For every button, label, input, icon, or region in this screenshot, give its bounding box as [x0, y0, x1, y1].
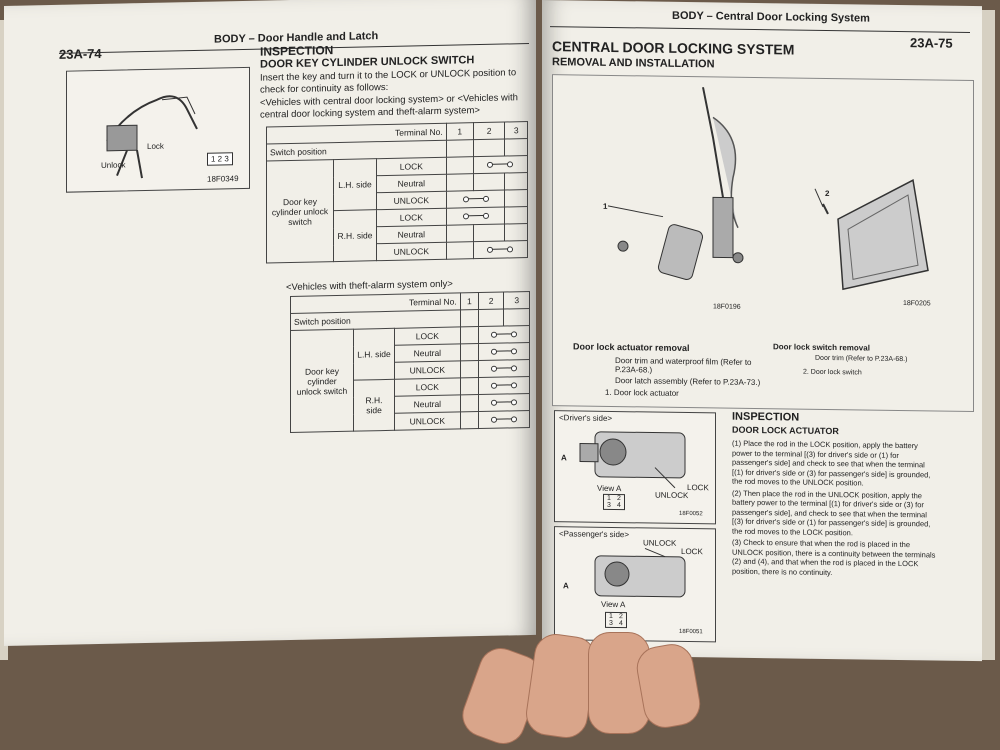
pin: 4: [617, 502, 621, 510]
inspection-heading: INSPECTION: [732, 410, 800, 424]
position-neutral: Neutral: [395, 344, 461, 362]
callout-1: 1: [603, 201, 608, 211]
inspection-subheading: DOOR LOCK ACTUATOR: [732, 424, 839, 437]
connector-icon: 1 2 3: [207, 152, 233, 166]
actuator-step-2: Door latch assembly (Refer to P.23A-73.): [615, 376, 761, 388]
row-group-label: Door key cylinder unlock switch: [291, 329, 354, 432]
unlock-label: Unlock: [101, 160, 126, 170]
header-title: BODY – Central Door Locking System: [672, 9, 870, 25]
header-title: BODY – Door Handle and Latch: [214, 30, 379, 46]
inspection-step-1: (1) Place the rod in the LOCK position, apply the battery power to the terminal [(3) for driver's side or (1) for passenger's side] and check to see that when the terminal [(1) for driver's side or (3) for passenger's side] is grounded, the rod moves to the UNLOCK position.: [732, 438, 931, 488]
continuity-symbol: [491, 348, 517, 355]
passengers-side-figure: [554, 526, 716, 642]
lock-label: LOCK: [687, 483, 709, 493]
continuity-symbol: [487, 161, 513, 168]
terminal-2: 2: [478, 292, 504, 310]
view-a-label: View A: [601, 599, 626, 610]
connector-pins: [605, 612, 627, 628]
terminal-3: 3: [504, 291, 530, 309]
position-unlock: UNLOCK: [395, 361, 461, 379]
theft-note: <Vehicles with theft-alarm system only>: [286, 278, 453, 294]
position-unlock: UNLOCK: [395, 412, 461, 430]
continuity-symbol: [491, 382, 517, 389]
page-number: 23A-75: [910, 35, 953, 51]
left-page: [4, 0, 536, 646]
drivers-actuator-illustration: [555, 411, 715, 523]
actuator-part-1: 1. Door lock actuator: [605, 387, 679, 398]
unlock-label: UNLOCK: [643, 538, 677, 548]
terminal-no-header: Terminal No.: [291, 293, 461, 314]
continuity-symbol: [487, 246, 513, 253]
actuator-removal-heading: Door lock actuator removal: [573, 341, 690, 354]
inspection-heading: INSPECTION: [260, 43, 334, 59]
inspection-step-2: (2) Then place the rod in the UNLOCK position, apply the battery power to the terminal [(1) for driver's side or (3) for passenger's side], and check to see that when the terminal [(3) for driver's side or (1) for passenger's side] is grounded, the rod moves to the LOCK position.: [732, 488, 931, 537]
position-lock: LOCK: [395, 327, 461, 345]
continuity-symbol: [491, 416, 517, 423]
continuity-symbol: [491, 365, 517, 372]
continuity-symbol: [491, 399, 517, 406]
switch-step-1: Door trim (Refer to P.23A-68.): [815, 354, 908, 364]
pin: 1: [609, 612, 613, 620]
pin: 3: [607, 501, 611, 509]
vehicles-note: <Vehicles with central door locking system> or <Vehicles with central door locking system and theft-alarm system>: [260, 92, 518, 121]
drivers-side-figure: [554, 410, 716, 524]
side-rh: R.H. side: [334, 210, 377, 262]
figure-code: 18F0349: [207, 174, 239, 184]
intro-text: Insert the key and turn it to the LOCK or UNLOCK position to check for continuity as follows:: [260, 67, 517, 96]
figure-code: 18F0051: [679, 628, 703, 636]
switch-part-2: 2. Door lock switch: [803, 368, 862, 377]
section-subtitle: REMOVAL AND INSTALLATION: [552, 56, 715, 71]
passengers-side-label: <Passenger's side>: [559, 529, 630, 540]
view-a-label: View A: [597, 483, 622, 494]
pin: 2: [617, 495, 621, 503]
figure-code: 18F0052: [679, 510, 703, 518]
pin: 1: [607, 494, 611, 502]
continuity-symbol: [491, 331, 517, 338]
side-lh: L.H. side: [354, 328, 395, 380]
side-lh: L.H. side: [334, 159, 377, 211]
position-unlock: UNLOCK: [377, 242, 447, 260]
switch-removal-heading: Door lock switch removal: [773, 342, 870, 353]
terminal-3: 3: [505, 122, 528, 139]
fig-code-1: 18F0196: [713, 303, 741, 311]
terminal-no-header: Terminal No.: [267, 123, 447, 144]
position-unlock: UNLOCK: [377, 191, 447, 209]
unlock-label: UNLOCK: [655, 490, 689, 501]
lock-label: LOCK: [681, 546, 703, 557]
inspection-steps: [732, 439, 937, 579]
pin: 3: [609, 619, 613, 627]
passengers-actuator-illustration: [555, 527, 715, 641]
position-neutral: Neutral: [377, 225, 447, 243]
view-arrow-a: A: [561, 453, 567, 463]
terminal-1: 1: [446, 123, 473, 141]
switch-position-header: Switch position: [291, 310, 461, 331]
pin: 4: [619, 620, 623, 628]
position-lock: LOCK: [377, 208, 447, 226]
header-rule: [550, 26, 970, 33]
terminal-1: 1: [460, 293, 478, 310]
continuity-symbol: [463, 213, 489, 220]
position-lock: LOCK: [377, 157, 447, 175]
position-neutral: Neutral: [377, 174, 447, 192]
connector-pins: [603, 494, 625, 510]
row-group-label: Door key cylinder unlock switch: [267, 160, 334, 263]
removal-figure: [552, 74, 974, 412]
actuator-step-1: Door trim and waterproof film (Refer to P.23A-68.): [615, 356, 752, 375]
section-title: CENTRAL DOOR LOCKING SYSTEM: [552, 38, 795, 58]
side-rh: R.H. side: [354, 379, 395, 431]
key-cylinder-illustration: [67, 68, 249, 192]
switch-position-header: Switch position: [267, 140, 447, 161]
subheading: DOOR KEY CYLINDER UNLOCK SWITCH: [260, 54, 475, 71]
fig-code-2: 18F0205: [903, 300, 931, 308]
position-neutral: Neutral: [395, 395, 461, 413]
continuity-table-1: [266, 121, 528, 263]
drivers-side-label: <Driver's side>: [559, 413, 613, 423]
right-page: [542, 0, 982, 661]
position-lock: LOCK: [395, 378, 461, 396]
terminal-2: 2: [473, 122, 505, 140]
page-number: 23A-74: [59, 45, 102, 62]
key-cylinder-figure: [66, 67, 250, 193]
lock-label: Lock: [147, 141, 164, 152]
continuity-table-2: [290, 291, 530, 433]
view-arrow-a: A: [563, 581, 569, 591]
pin: 2: [619, 613, 623, 621]
callout-2: 2: [825, 188, 830, 199]
inspection-step-3: (3) Check to ensure that when the rod is placed in the UNLOCK position, there is a continuity between the terminals (2) and (4), and that when the rod is placed in the LOCK position, there is no continuity.: [732, 537, 936, 577]
continuity-symbol: [463, 196, 489, 203]
